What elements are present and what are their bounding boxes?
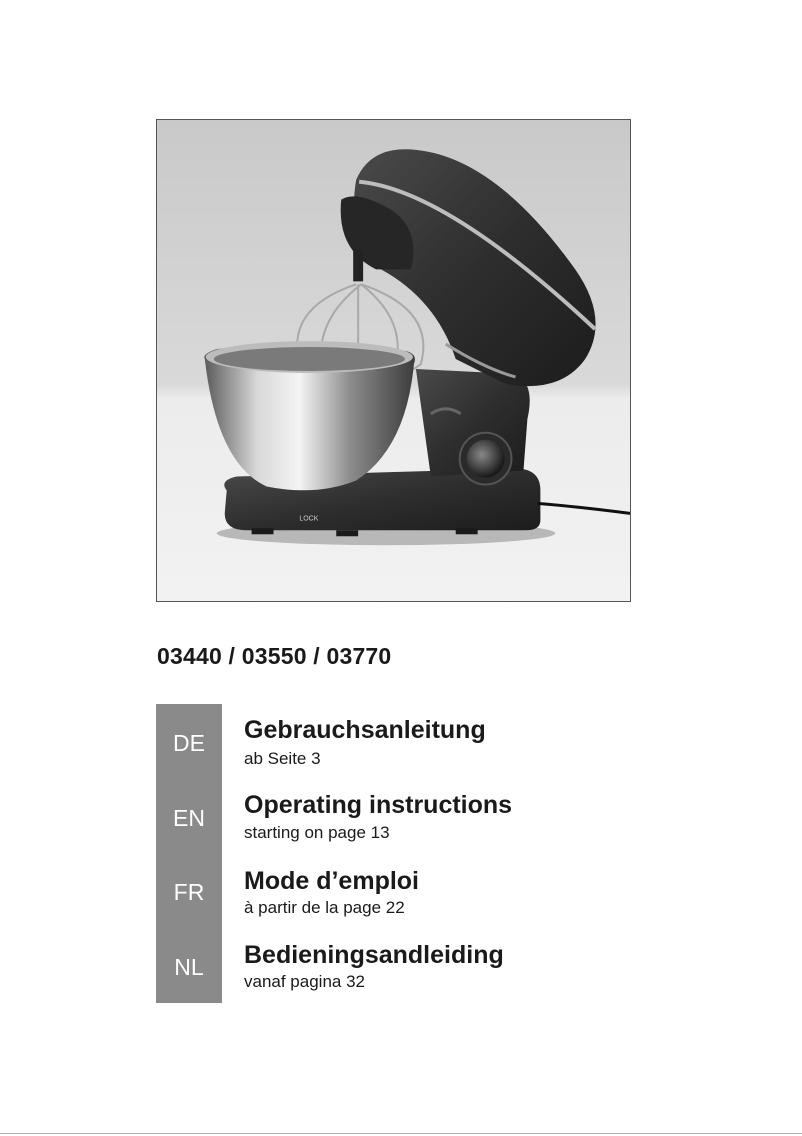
page-bottom-rule bbox=[0, 1133, 802, 1134]
model-numbers: 03440 / 03550 / 03770 bbox=[157, 643, 392, 669]
product-photo bbox=[156, 119, 631, 602]
language-code-nl: NL bbox=[174, 954, 204, 980]
stand-mixer-photo bbox=[157, 120, 630, 601]
language-code-de: DE bbox=[173, 730, 205, 756]
lock-label: LOCK bbox=[299, 515, 319, 523]
language-title-nl: Bedieningsandleiding bbox=[244, 941, 504, 969]
language-title-de: Gebrauchsanleitung bbox=[244, 716, 486, 744]
language-subtitle-en: starting on page 13 bbox=[244, 823, 390, 842]
language-code-en: EN bbox=[173, 805, 205, 831]
language-title-fr: Mode d’emploi bbox=[244, 867, 419, 895]
language-subtitle-fr: à partir de la page 22 bbox=[244, 898, 405, 917]
language-subtitle-nl: vanaf pagina 32 bbox=[244, 972, 365, 991]
language-title-en: Operating instructions bbox=[244, 791, 513, 819]
language-code-fr: FR bbox=[173, 879, 205, 905]
language-subtitle-de: ab Seite 3 bbox=[244, 749, 321, 768]
